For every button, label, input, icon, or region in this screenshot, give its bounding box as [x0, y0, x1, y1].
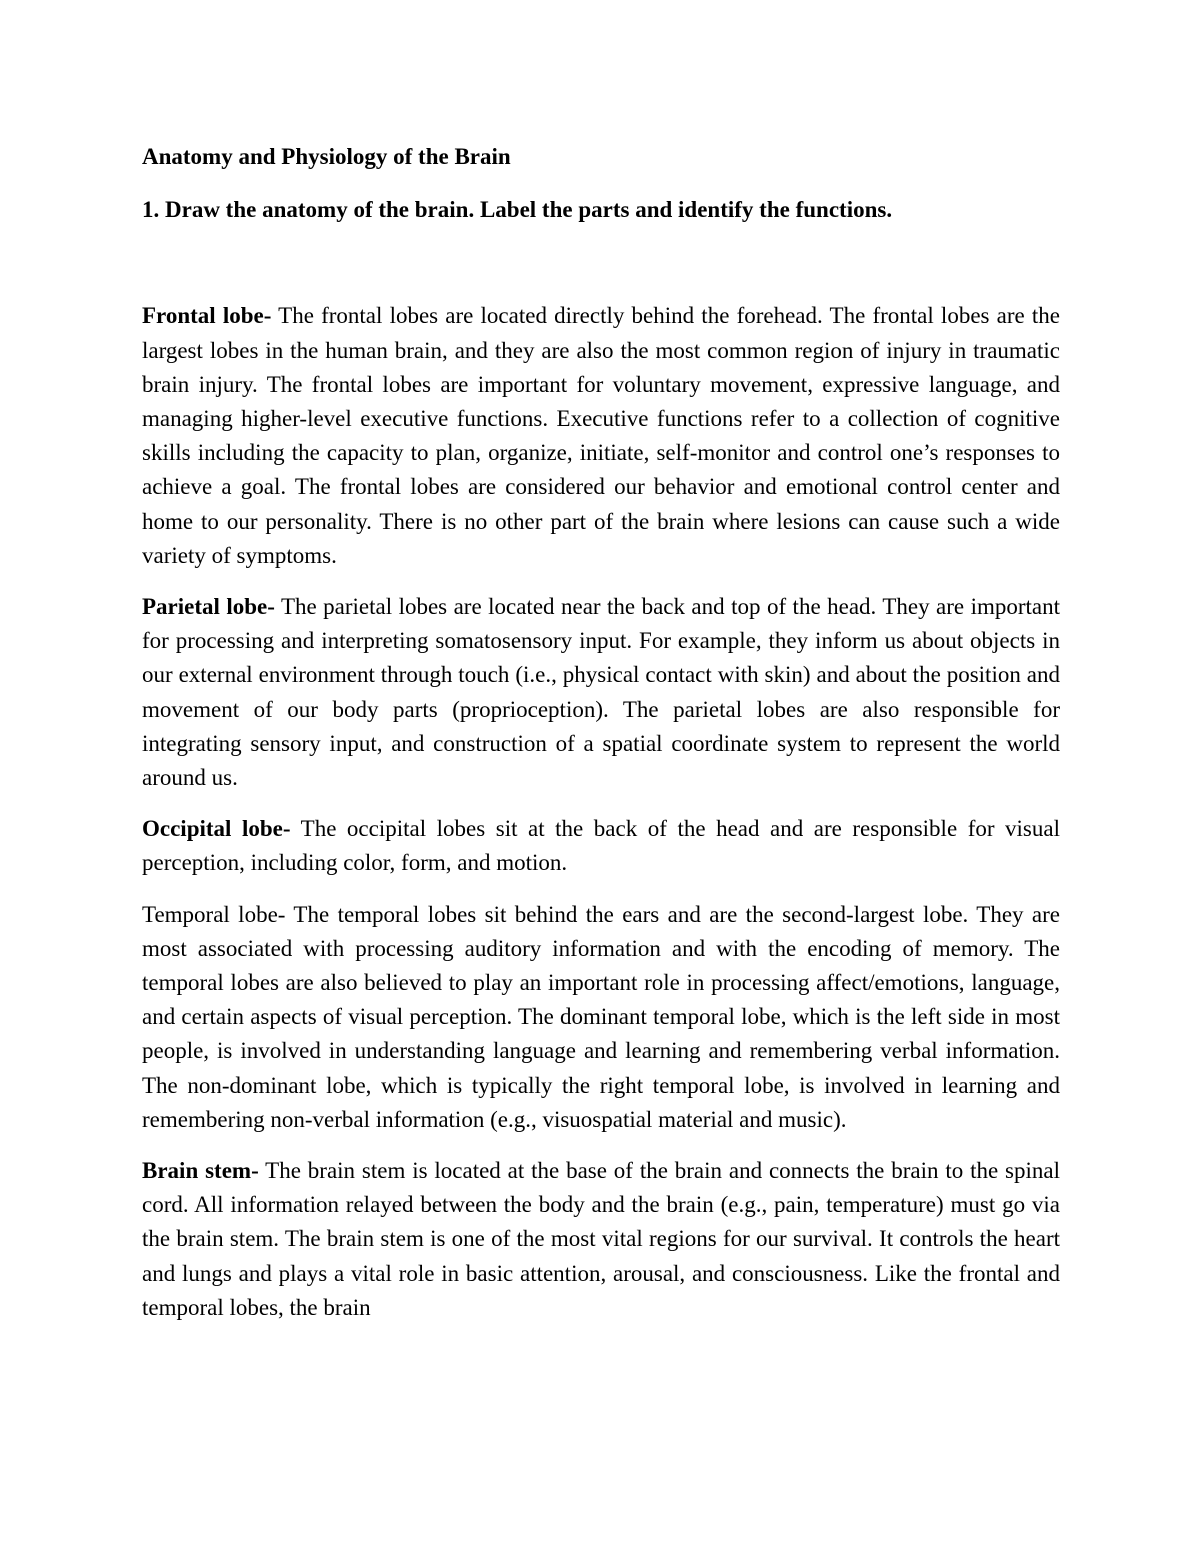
text-occipital-lobe: The occipital lobes sit at the back of the head and are responsible for visual perception, including color, form, and motion.	[142, 816, 1060, 876]
section-temporal-lobe	[142, 898, 1060, 1137]
document-body	[142, 140, 1060, 1342]
section-brain-stem	[142, 1154, 1060, 1325]
assignment-question: 1. Draw the anatomy of the brain. Label the parts and identify the functions.	[142, 197, 893, 223]
section-frontal-lobe	[142, 299, 1060, 573]
section-occipital-lobe	[142, 812, 1060, 880]
term-parietal-lobe: Parietal lobe-	[142, 594, 275, 620]
term-frontal-lobe: Frontal lobe-	[142, 303, 272, 329]
text-brain-stem: The brain stem is located at the base of the brain and connects the brain to the spinal cord. All information relayed between the body and the brain (e.g., pain, temperature) must go via the brain stem. The brain stem is one of the most vital regions for our survival. It controls the heart and lungs and plays a vital role in basic attention, arousal, and consciousness. Like the frontal and temporal lobes, the brain	[142, 1158, 1060, 1320]
term-temporal-lobe: Temporal lobe-	[142, 901, 286, 927]
term-occipital-lobe: Occipital lobe-	[142, 816, 291, 842]
section-parietal-lobe	[142, 590, 1060, 795]
text-temporal-lobe: The temporal lobes sit behind the ears and are the second-largest lobe. They are most associated with processing auditory information and with the encoding of memory. The temporal lobes are also believed to play an important role in processing affect/emotions, language, and certain aspects of visual perception. The dominant temporal lobe, which is the left side in most people, is involved in understanding language and learning and remembering verbal information. The non-dominant lobe, which is typically the right temporal lobe, is involved in learning and remembering non-verbal information (e.g., visuospatial material and music).	[142, 901, 1060, 1132]
document-title: Anatomy and Physiology of the Brain	[142, 144, 511, 169]
text-frontal-lobe: The frontal lobes are located directly behind the forehead. The frontal lobes are the largest lobes in the human brain, and they are also the most common region of injury in traumatic brain injury. The frontal lobes are important for voluntary movement, expressive language, and managing higher-level executive functions. Executive functions refer to a collection of cognitive skills including the capacity to plan, organize, initiate, self-monitor and control one’s responses to achieve a goal. The frontal lobes are considered our behavior and emotional control center and home to our personality. There is no other part of the brain where lesions can cause such a wide variety of symptoms.	[142, 303, 1060, 568]
term-brain-stem: Brain stem-	[142, 1158, 259, 1184]
text-parietal-lobe: The parietal lobes are located near the back and top of the head. They are important for processing and interpreting somatosensory input. For example, they inform us about objects in our external environment through touch (i.e., physical contact with skin) and about the position and movement of our body parts (proprioception). The parietal lobes are also responsible for integrating sensory input, and construction of a spatial coordinate system to represent the world around us.	[142, 594, 1060, 791]
